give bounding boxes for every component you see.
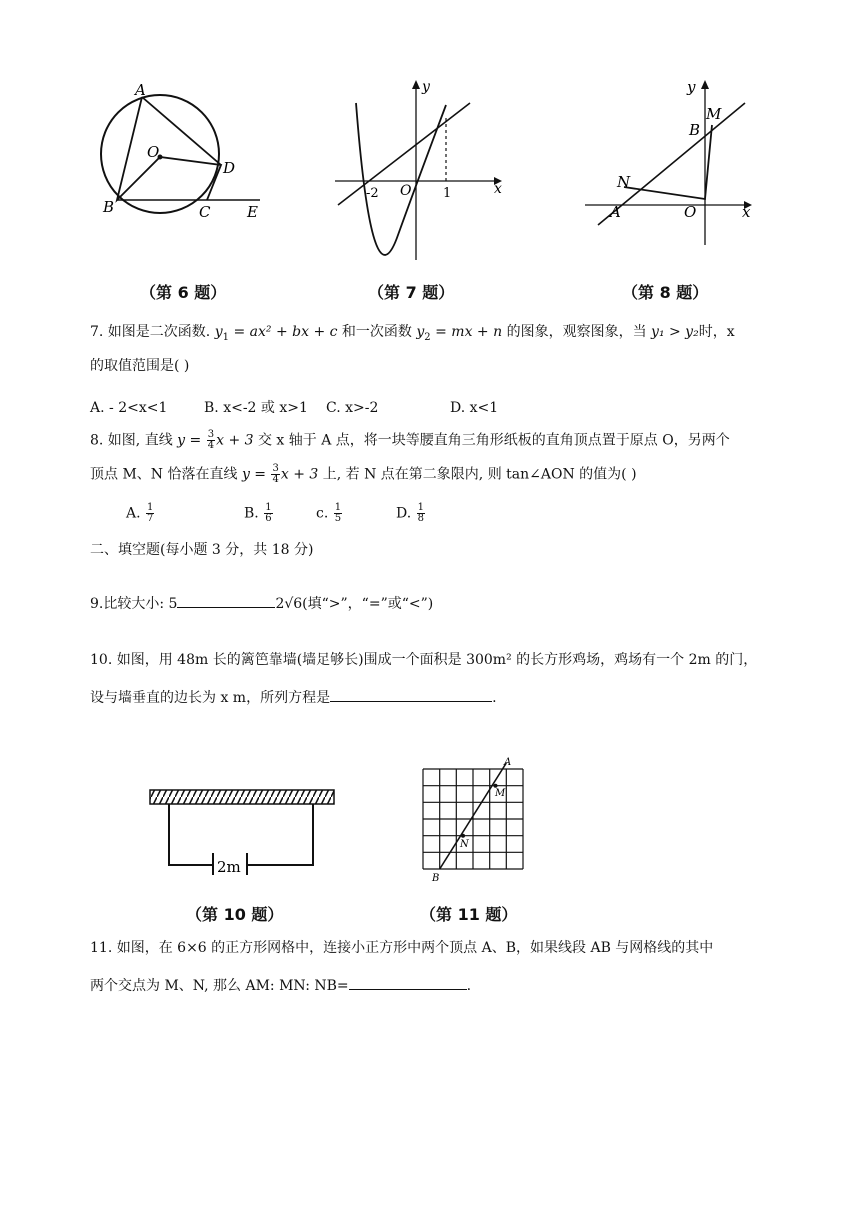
fig8-label-y: y	[687, 78, 696, 96]
q7-compare: y₁ > y₂	[651, 324, 699, 340]
fig6-label-D: D	[223, 159, 236, 177]
q8-fraction-2	[271, 464, 279, 485]
q7-text-d: 时，x	[698, 324, 735, 340]
q7-option-b: B. x<-2 或 x>1	[204, 400, 308, 416]
q8-text-b: 交 x 轴于 A 点，将一块等腰直角三角形纸板的直角顶点置于原点 O，另两个	[253, 432, 730, 449]
fig10-door-label: 2m	[217, 858, 241, 875]
q7-line-2: 的取值范围是( )	[90, 358, 190, 374]
q7-y1: y	[214, 324, 223, 340]
q11-line-1: 11. 如图，在 6×6 的正方形网格中，连接小正方形中两个顶点 A、B，如果线段 AB 与网格线的其中	[90, 940, 714, 956]
fig7-label-O: O	[400, 183, 412, 199]
fig6-label-O: O	[147, 143, 160, 161]
q8-opt-b-frac	[264, 503, 272, 524]
q9-answer-blank[interactable]	[177, 593, 275, 608]
fig7-label-x: x	[494, 181, 502, 197]
q11-line-2	[90, 975, 471, 996]
fig11-label-B: B	[432, 873, 440, 884]
q8-option-a	[126, 503, 155, 524]
q7-text-b: 和一次函数	[341, 324, 417, 340]
q8-opt-d-den: 8	[417, 513, 425, 524]
q8-x-term-2: x + 3	[280, 466, 319, 483]
q10-line-2	[90, 687, 497, 708]
q8-opt-a-num: 1	[147, 502, 154, 513]
q7-y2: y	[416, 324, 425, 340]
section-2-heading: 二、填空题(每小题 3 分，共 18 分)	[90, 542, 314, 558]
q8-frac2-num: 3	[272, 463, 279, 474]
q8-opt-b-label: B.	[244, 505, 259, 522]
fig11-label-A: A	[504, 757, 512, 768]
q7-option-c: C. x>-2	[326, 400, 379, 416]
q9-suffix: 2√6(填“>”，“=”或“<”)	[275, 596, 434, 612]
q7-eq2: = mx + n	[430, 324, 503, 340]
q7-text-c: 的图象，观察图象，当	[506, 324, 652, 340]
q8-line-2	[90, 464, 637, 485]
q7-eq1: = ax² + bx + c	[229, 324, 338, 340]
fig8-label-N: N	[617, 173, 631, 191]
q8-y-eq: y =	[177, 432, 202, 449]
q9-prefix: 9.比较大小: 5	[90, 596, 178, 612]
q11-end: .	[466, 978, 472, 994]
q9-line	[90, 593, 433, 614]
q8-opt-a-label: A.	[126, 505, 141, 522]
fig11-label-N: N	[460, 839, 469, 850]
q8-opt-a-den: 7	[147, 513, 154, 524]
q8-opt-d-num: 1	[417, 502, 425, 513]
q8-opt-a-frac	[146, 503, 154, 524]
q7-sub2: 2	[424, 331, 431, 343]
fig6-label-C: C	[199, 203, 211, 221]
figure-10-fence	[145, 785, 340, 875]
q10-answer-blank[interactable]	[330, 687, 492, 702]
fig7-label-neg2: -2	[366, 186, 379, 201]
figure-10-caption: （第 10 题）	[186, 905, 284, 924]
q8-option-c	[316, 503, 343, 524]
fig7-label-y: y	[422, 79, 430, 95]
q8-option-d	[396, 503, 426, 524]
q8-opt-c-label: c.	[316, 505, 329, 522]
fig6-label-A: A	[135, 81, 146, 99]
q8-y-eq-2: y =	[241, 466, 267, 483]
fig6-label-E: E	[247, 203, 258, 221]
q8-opt-b-num: 1	[265, 502, 272, 513]
q8-x-term: x + 3	[216, 432, 254, 449]
q7-option-d: D. x<1	[450, 400, 499, 416]
q8-opt-d-frac	[417, 503, 425, 524]
q10-text: 设与墙垂直的边长为 x m，所列方程是	[90, 690, 331, 706]
figure-7-graph	[330, 75, 510, 265]
fig8-label-x: x	[742, 203, 751, 221]
q8-option-b	[244, 503, 274, 524]
q8-line-1	[90, 430, 730, 451]
q10-line-1: 10. 如图，用 48m 长的篱笆靠墙(墙足够长)围成一个面积是 300m² 的长方形鸡场，鸡场有一个 2m 的门，	[90, 652, 758, 668]
q8-opt-b-den: 6	[265, 513, 272, 524]
fig8-label-M: M	[706, 105, 722, 123]
q8-opt-c-frac	[334, 503, 342, 524]
figure-6-circle	[95, 80, 270, 225]
q7-sub1: 1	[222, 331, 230, 343]
figure-11-caption: （第 11 题）	[420, 905, 518, 924]
q8-frac1-den: 4	[207, 440, 215, 451]
q8-frac1-num: 3	[207, 429, 215, 440]
q10-end: .	[492, 690, 497, 706]
fig8-label-B: B	[689, 121, 701, 139]
fig11-label-M: M	[495, 788, 506, 799]
figure-11-grid	[418, 755, 528, 885]
fig6-label-B: B	[103, 198, 115, 216]
fig7-label-one: 1	[443, 186, 452, 201]
q7-line-1	[90, 322, 735, 348]
q11-text: 两个交点为 M、N, 那么 AM: MN: NB=	[90, 978, 349, 994]
q11-answer-blank[interactable]	[349, 975, 467, 990]
q8-opt-c-num: 1	[334, 502, 342, 513]
figure-8-graph	[580, 75, 760, 250]
fig8-label-O: O	[684, 203, 697, 221]
q8-text-d: 上, 若 N 点在第二象限内, 则 tan∠AON 的值为( )	[318, 466, 637, 483]
figure-8-caption: （第 8 题）	[622, 283, 709, 302]
figure-7-caption: （第 7 题）	[368, 283, 455, 302]
fig8-label-A: A	[610, 203, 621, 221]
figure-6-caption: （第 6 题）	[140, 283, 227, 302]
q8-fraction-1	[207, 430, 215, 451]
q7-option-a: A. - 2<x<1	[90, 400, 168, 416]
q7-text-a: 7. 如图是二次函数.	[90, 324, 211, 340]
q8-text-a: 8. 如图, 直线	[90, 432, 178, 449]
q8-opt-c-den: 5	[334, 513, 342, 524]
q8-text-c: 顶点 M、N 恰落在直线	[90, 466, 242, 483]
q8-opt-d-label: D.	[396, 505, 412, 522]
q8-frac2-den: 4	[272, 474, 279, 485]
